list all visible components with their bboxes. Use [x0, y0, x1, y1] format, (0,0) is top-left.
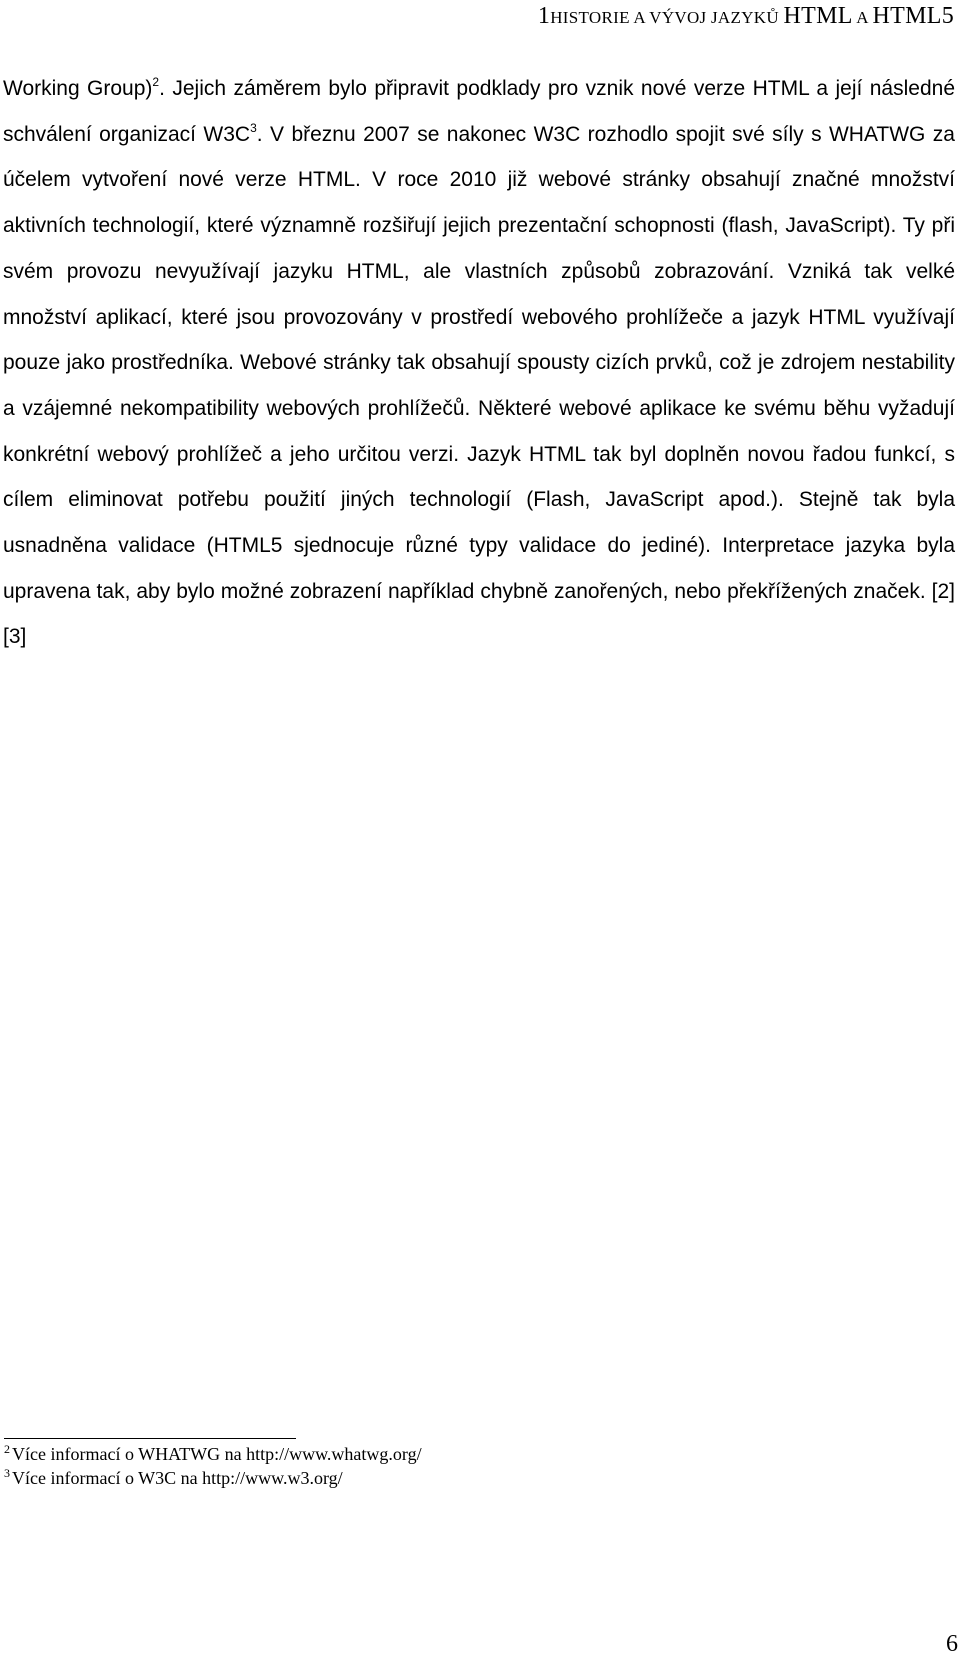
- footnote-ref-2: 2: [152, 75, 160, 89]
- footnote-item: [4, 1442, 422, 1466]
- header-title-part2: HTML: [783, 3, 853, 29]
- body-text-part3: . V březnu 2007 se nakonec W3C rozhodlo spojit své síly s WHATWG za účelem vytvoření nové verze HTML. V roce 2010 již webové stránky obsahují značné množství aktivních technologií, které významně rozšiřují jejich prezentační schopnosti (flash, JavaScript). Ty při svém provozu nevyužívají jazyku HTML, ale vlastních způsobů zobrazování. Vzniká tak velké množství aplikací, které jsou provozovány v prostředí webového prohlížeče a jazyk HTML využívají pouze jako prostředníka. Webové stránky tak obsahují spousty cizích prvků, což je zdrojem nestability a vzájemné nekompatibility webových prohlížečů. Některé webové aplikace ke svému běhu vyžadují konkrétní webový prohlížeč a jeho určitou verzi. Jazyk HTML tak byl doplněn novou řadou funkcí, s cílem eliminovat potřebu použití jiných technologií (Flash, JavaScript apod.). Stejně tak byla usnadněna validace (HTML5 sjednocuje různé typy validace do jediné). Interpretace jazyka byla upravena tak, aby bylo možné zobrazení například chybně zanořených, nebo překřížených značek. [2] [3]: [3, 122, 955, 649]
- header-chapter-number: 1: [537, 3, 551, 29]
- body-text-part1: Working Group): [3, 77, 153, 100]
- footnote-separator: [4, 1438, 296, 1439]
- footnotes: [4, 1442, 422, 1490]
- header-title-part4: HTML5: [872, 3, 954, 29]
- running-header: [538, 2, 954, 32]
- footnote-item: [4, 1466, 422, 1490]
- page-number: 6: [946, 1631, 958, 1657]
- header-title-part3: A: [852, 8, 873, 27]
- footnote-text: Více informací o WHATWG na http://www.whatwg.org/: [12, 1444, 422, 1464]
- body-text-part2: . Jejich záměrem bylo připravit podklady pro vznik nové verze HTML a její následné schválení organizací W3C: [3, 77, 955, 146]
- footnote-text: Více informací o W3C na http://www.w3.org/: [12, 1468, 343, 1488]
- header-title-part1: HISTORIE A VÝVOJ JAZYKŮ: [550, 8, 784, 27]
- footnote-number: 3: [4, 1466, 10, 1480]
- footnote-number: 2: [4, 1442, 10, 1456]
- footnote-ref-3: 3: [250, 120, 257, 135]
- body-paragraph: [3, 66, 955, 660]
